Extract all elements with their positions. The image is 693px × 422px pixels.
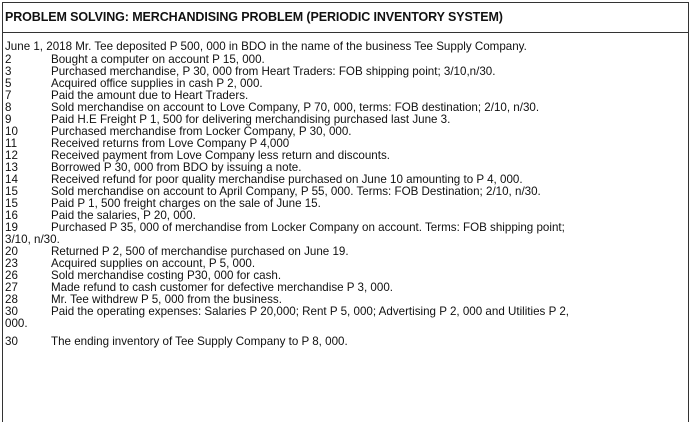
transaction-text: Received refund for poor quality merchandise purchased on June 10 amounting to P 4, 000. <box>51 173 523 186</box>
transaction-day: 5 <box>5 77 12 90</box>
transaction-text: Paid the salaries, P 20, 000. <box>51 209 196 222</box>
transaction-day: 13 <box>5 161 18 174</box>
transaction-text: Sold merchandise on account to Love Company, P 70, 000, terms: FOB destination; 2/10, n/30. <box>51 101 540 114</box>
transaction-day: 23 <box>5 257 18 270</box>
transaction-day: 26 <box>5 269 18 282</box>
transaction-day: 10 <box>5 125 18 138</box>
transaction-text-continuation: 3/10, n/30. <box>5 233 60 246</box>
transaction-day: 20 <box>5 245 18 258</box>
transaction-day: 28 <box>5 293 18 306</box>
transaction-text: Paid H.E Freight P 1, 500 for delivering merchandising purchased last June 3. <box>51 113 451 126</box>
transaction-text: Received returns from Love Company P 4,000 <box>51 137 290 150</box>
transaction-day: 30 <box>5 335 18 348</box>
transaction-text: Paid P 1, 500 freight charges on the sale of June 15. <box>51 197 321 210</box>
transaction-text: Purchased P 35, 000 of merchandise from Locker Company on account. Terms: FOB shipping point; <box>51 221 565 234</box>
transaction-text: Mr. Tee withdrew P 5, 000 from the business. <box>51 293 282 306</box>
transaction-text: Borrowed P 30, 000 from BDO by issuing a note. <box>51 161 302 174</box>
transaction-text: Received payment from Love Company less return and discounts. <box>51 149 390 162</box>
transaction-text: Bought a computer on account P 15, 000. <box>51 53 265 66</box>
transaction-day: 15 <box>5 185 18 198</box>
transaction-text: Made refund to cash customer for defective merchandise P 3, 000. <box>51 281 393 294</box>
transaction-day: 19 <box>5 221 18 234</box>
transaction-text: Paid the amount due to Heart Traders. <box>51 89 249 102</box>
transaction-list <box>5 54 685 348</box>
transaction-day: 8 <box>5 101 12 114</box>
transaction-text: Sold merchandise costing P30, 000 for cash. <box>51 269 282 282</box>
transaction-day: 9 <box>5 113 12 126</box>
transaction-day: 27 <box>5 281 18 294</box>
intro-text: June 1, 2018 Mr. Tee deposited P 500, 000 in BDO in the name of the business Tee Supply Company. <box>5 40 527 53</box>
transaction-text: Sold merchandise on account to April Company, P 55, 000. Terms: FOB Destination; 2/10, n/30. <box>51 185 541 198</box>
transaction-day: 11 <box>5 137 18 150</box>
transaction-day: 7 <box>5 89 12 102</box>
transaction-day: 14 <box>5 173 18 186</box>
transaction-text-continuation: 000. <box>5 317 28 330</box>
transaction-row <box>5 222 685 234</box>
transaction-row <box>5 306 685 318</box>
transaction-day: 3 <box>5 65 12 78</box>
transaction-day: 2 <box>5 53 12 66</box>
transaction-text: Purchased merchandise from Locker Company, P 30, 000. <box>51 125 352 138</box>
transaction-text: Acquired supplies on account, P 5, 000. <box>51 257 256 270</box>
title-divider <box>2 32 689 33</box>
transaction-day: 16 <box>5 209 18 222</box>
transaction-day: 30 <box>5 305 18 318</box>
transaction-text: Returned P 2, 500 of merchandise purchased on June 19. <box>51 245 349 258</box>
transaction-text: The ending inventory of Tee Supply Company to P 8, 000. <box>51 335 348 348</box>
transaction-text: Paid the operating expenses: Salaries P 20,000; Rent P 5, 000; Advertising P 2, 000 and Utilities P 2, <box>51 305 569 318</box>
transaction-row <box>5 336 685 348</box>
transaction-day: 15 <box>5 197 18 210</box>
page-title: PROBLEM SOLVING: MERCHANDISING PROBLEM (PERIODIC INVENTORY SYSTEM) <box>5 10 503 24</box>
transaction-day: 12 <box>5 149 18 162</box>
transaction-text: Acquired office supplies in cash P 2, 000. <box>51 77 263 90</box>
transaction-text: Purchased merchandise, P 30, 000 from Heart Traders: FOB shipping point; 3/10,n/30. <box>51 65 496 78</box>
